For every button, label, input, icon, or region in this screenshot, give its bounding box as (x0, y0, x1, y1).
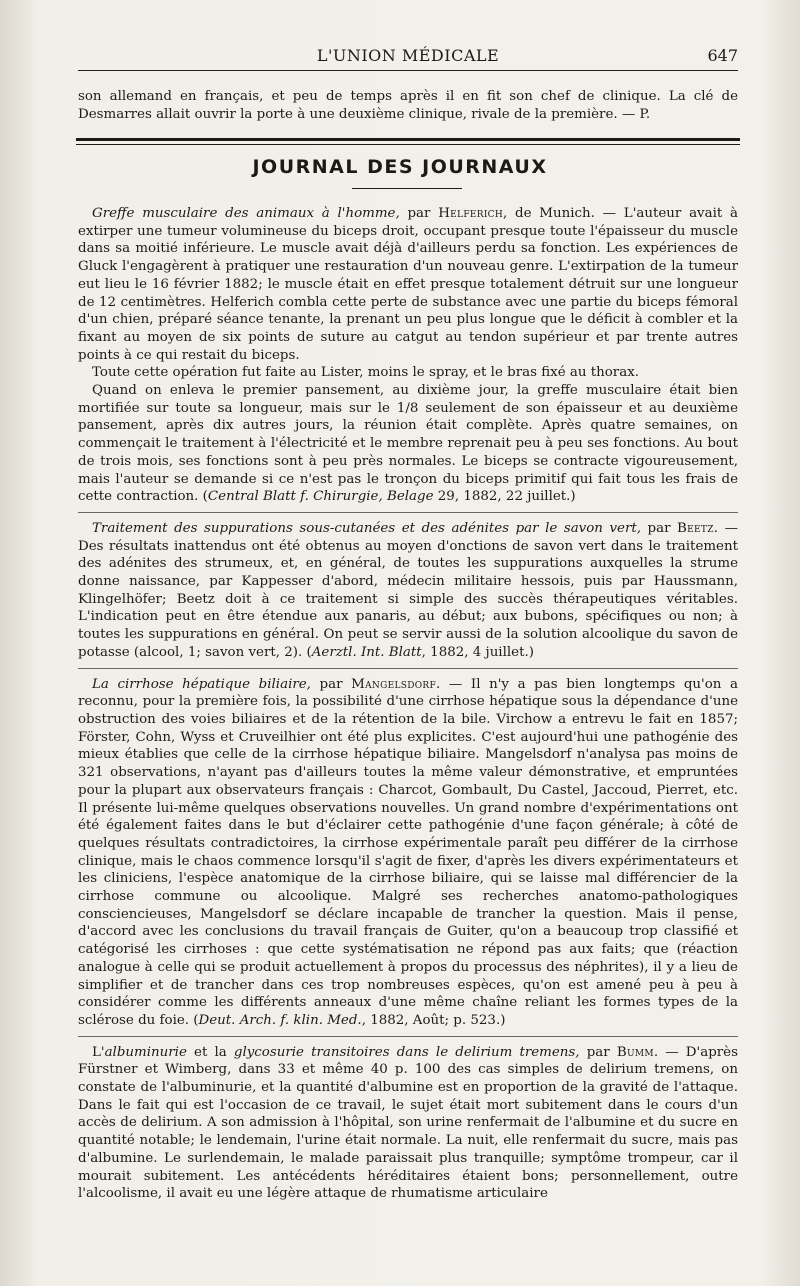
article-title: Greffe musculaire des animaux à l'homme, (92, 206, 400, 221)
article-author: Helferich (438, 206, 504, 221)
article-citation: Deut. Arch. f. klin. Med. (198, 1012, 362, 1028)
article-body: Quand on enleva le premier pansement, au dixième jour, la greffe musculaire était bien mortifiée sur toute sa longueur, mais sur le 1/8 seulement de son épaisseur et au deuxième pansement, après dix autres jours, la réunion était complète. Après quatre semaines, on commençait le traitement à l'électricité et le membre reprenait peu à peu ses fonctions. Au bout de trois mois, ses fonctions sont à peu près normales. Le biceps se contracte vigoureusement, mais l'auteur se demande si ce n'est pas le tronçon du biceps primitif qui fait tous les frais de cette contraction. ( (78, 383, 738, 505)
article-author: Bumm (616, 1044, 654, 1060)
article-title: Traitement des suppurations sous-cutanées et des adénites par le savon vert, (92, 520, 641, 536)
continuation-text: son allemand en français, et peu de temps après il en fit son chef de clinique. La clé de Desmarres allait ouvrir la porte à une deuxième clinique, rivale de la première. — P. (78, 89, 738, 122)
article-citation: Aerztl. Int. Blatt (311, 644, 422, 660)
running-title: L'UNION MÉDICALE (316, 46, 500, 65)
continuation-paragraph (78, 88, 738, 123)
article-separator (78, 1036, 738, 1037)
page-number: 647 (707, 46, 738, 65)
article-separator (78, 668, 738, 669)
article-albuminurie (78, 1044, 738, 1203)
running-head (78, 44, 738, 71)
article-author: Beetz (677, 520, 714, 536)
article-paragraph: Traitement des suppurations sous-cutanées et des adénites par le savon vert, par Beetz. — Des résultats inattendus ont été obtenus au moyen d'onctions de savon vert dans le traitement des adénites des strumeux, et, en général, de toutes les suppurations auxquelles la strume donne naissance, par Kappesser d'abord, médecin militaire hessois, puis par Haussmann, Klingelhöfer; Beetz doit à ce traitement si simple des succès thérapeutiques véritables. L'indication peut en être étendue aux panaris, au début; aux bubons, spécifiques ou non; à toutes les suppurations en général. On peut se servir aussi de la solution alcoolique du savon de potasse (alcool, 1; savon vert, 2). (Aerztl. Int. Blatt, 1882, 4 juillet.) (78, 520, 738, 660)
section-rule-thick (76, 138, 740, 141)
article-title: glycosurie transitoires dans le delirium tremens, (233, 1044, 580, 1060)
article-cirrhose (78, 676, 738, 1030)
article-title: albuminurie (104, 1044, 187, 1060)
section-rule-thin (76, 144, 740, 145)
article-paragraph: Greffe musculaire des animaux à l'homme, par Helferich, de Munich. — L'auteur avait à extirper une tumeur volumineuse du biceps droit, occupant presque toute l'épaisseur du muscle dans sa moitié inférieure. Le muscle avait déjà d'ailleurs perdu sa fonction. Les expériences de Gluck l'engagèrent à pratiquer une restauration d'un nouveau genre. L'extirpation de la tumeur eut lieu le 16 février 1882; le muscle était en effet presque totalement détruit sur une longueur de 12 centimètres. Helferich combla cette perte de substance avec une partie du biceps fémoral d'un chien, préparé séance tenante, la prenant un peu plus longue que le déficit à combler et la fixant au moyen de six points de suture au catgut au tendon supérieur et par trente autres points à ce qui restait du biceps. (78, 206, 738, 363)
article-paragraph: L'albuminurie et la glycosurie transitoires dans le delirium tremens, par Bumm. — D'après Fürstner et Wimberg, dans 33 et même 40 p. 100 des cas simples de delirium tremens, on constate de l'albuminurie, et la quantité d'albumine est en proportion de la gravité de l'attaque. Dans le fait qui est l'occasion de ce travail, le sujet était mort subitement dans le cours d'un accès de delirium. A son admission à l'hôpital, son urine renfermait de l'albumine et du sucre en quantité notable; le lendemain, l'urine était normale. La nuit, elle renfermait du sucre, mais pas d'albumine. Le surlendemain, le malade paraissait plus tranquille; symptôme trompeur, car il mourait subitement. Les antécédents héréditaires étaient bons; personnellement, outre l'alcoolisme, il avait eu une légère attaque de rhumatisme articulaire (78, 1044, 738, 1202)
article-body: . — D'après Fürstner et Wimberg, dans 33 et même 40 p. 100 des cas simples de delirium tremens, on constate de l'albuminurie, et la quantité d'albumine est en proportion de la gravité de l'attaque. Dans le fait qui est l'occasion de ce travail, le sujet était mort subitement dans le cours d'un accès de delirium. A son admission à l'hôpital, son urine renfermait de l'albumine et du sucre en quantité notable; le lendemain, l'urine était normale. La nuit, elle renfermait du sucre, mais pas d'albumine. Le surlendemain, le malade paraissait plus tranquille; symptôme trompeur, car il mourait subitement. Les antécédents héréditaires étaient bons; personnellement, outre l'alcoolisme, il avait eu une légère attaque de rhumatisme articulaire (78, 1044, 738, 1202)
article-paragraph: Quand on enleva le premier pansement, au dixième jour, la greffe musculaire était bien mortifiée sur toute sa longueur, mais sur le 1/8 seulement de son épaisseur et au deuxième pansement, après dix autres jours, la réunion était complète. Après quatre semaines, on commençait le traitement à l'électricité et le membre reprenait peu à peu ses fonctions. Au bout de trois mois, ses fonctions sont à peu près normales. Le biceps se contracte vigoureusement, mais l'auteur se demande si ce n'est pas le tronçon du biceps primitif qui fait tous les frais de cette contraction. (Central Blatt f. Chirurgie, Belage 29, 1882, 22 juillet.) (78, 383, 738, 505)
article-body: . — Des résultats inattendus ont été obtenus au moyen d'onctions de savon vert dans le traitement des adénites des strumeux, et, en général, de toutes les suppurations auxquelles la strume donne naissance, par Kappesser d'abord, médecin militaire hessois, puis par Haussmann, Klingelhöfer; Beetz doit à ce traitement si simple des succès thérapeutiques véritables. L'indication peut en être étendue aux panaris, au début; aux bubons, spécifiques ou non; à toutes les suppurations en général. On peut se servir aussi de la solution alcoolique du savon de potasse (alcool, 1; savon vert, 2). ( (78, 520, 738, 660)
article-paragraph: Toute cette opération fut faite au Lister, moins le spray, et le bras fixé au thorax. (92, 365, 639, 381)
section-title-underline (352, 188, 462, 189)
article-author: Mangelsdorf (351, 676, 437, 692)
article-separator (78, 512, 738, 513)
article-body: . — Il n'y a pas bien longtemps qu'on a reconnu, pour la première fois, la possibilité d'une cirrhose hépatique sous la dépendance d'une obstruction des voies biliaires et de la rétention de la bile. Virchow a entrevu le fait en 1857; Förster, Cohn, Wyss et Cruveilhier ont été plus explicites. C'est aujourd'hui une pathogénie des mieux établies que celle de la cirrhose hépatique biliaire. Mangelsdorf n'analysa pas moins de 321 observations, n'ayant pas d'ailleurs toutes la même valeur démonstrative, et empruntées pour la plupart aux observateurs français : Charcot, Gombault, Du Castel, Jaccoud, Pierret, etc. Il présente lui-même quelques observations nouvelles. Un grand nombre d'expérimentations ont été également faites dans le but d'éclairer cette pathogénie d'une façon générale; à côté de quelques résultats contradictoires, la cirrhose expérimentale paraît peu différer de la cirrhose clinique, mais le chaos commence lorsqu'il s'agit de fixer, d'après les divers expérimentateurs et les cliniciens, l'espèce anatomique de la cirrhose biliaire, qui se laisse mal différencier de la cirrhose commune ou alcoolique. Malgré ses recherches anatomo-pathologiques consciencieuses, Mangelsdorf se déclare incapable de trancher la question. Mais il pense, d'accord avec les conclusions du travail français de Guiter, qu'on a beaucoup trop classifié et catégorisé les cirrhoses : que cette systématisation ne répond pas aux faits; que (réaction analogue à celle qui se produit actuellement à propos du processus des néphrites), il y a lieu de simplifier et de trancher dans ces trop nombreuses espèces, qu'on est amené peu à peu à considérer comme les différents anneaux d'une même chaîne reliant les formes types de la sclérose du foie. ( (78, 676, 738, 1028)
articles-column (78, 205, 738, 1203)
article-greffe (78, 205, 738, 506)
article-title: La cirrhose hépatique biliaire, (92, 676, 311, 692)
article-paragraph: La cirrhose hépatique biliaire, par Mangelsdorf. — Il n'y a pas bien longtemps qu'on a reconnu, pour la première fois, la possibilité d'une cirrhose hépatique sous la dépendance d'une obstruction des voies biliaires et de la rétention de la bile. Virchow a entrevu le fait en 1857; Förster, Cohn, Wyss et Cruveilhier ont été plus explicites. C'est aujourd'hui une pathogénie des mieux établies que celle de la cirrhose hépatique biliaire. Mangelsdorf n'analysa pas moins de 321 observations, n'ayant pas d'ailleurs toutes la même valeur démonstrative, et empruntées pour la plupart aux observateurs français : Charcot, Gombault, Du Castel, Jaccoud, Pierret, etc. Il présente lui-même quelques observations nouvelles. Un grand nombre d'expérimentations ont été également faites dans le but d'éclairer cette pathogénie d'une façon générale; à côté de quelques résultats contradictoires, la cirrhose expérimentale paraît peu différer de la cirrhose clinique, mais le chaos commence lorsqu'il s'agit de fixer, d'après les divers expérimentateurs et les cliniciens, l'espèce anatomique de la cirrhose biliaire, qui se laisse mal différencier de la cirrhose commune ou alcoolique. Malgré ses recherches anatomo-pathologiques consciencieuses, Mangelsdorf se déclare incapable de trancher la question. Mais il pense, d'accord avec les conclusions du travail français de Guiter, qu'on a beaucoup trop classifié et catégorisé les cirrhoses : que cette systématisation ne répond pas aux faits; que (réaction analogue à celle qui se produit actuellement à propos du processus des néphrites), il y a lieu de simplifier et de trancher dans ces trop nombreuses espèces, qu'on est amené peu à peu à considérer comme les différents anneaux d'une même chaîne reliant les formes types de la sclérose du foie. (Deut. Arch. f. klin. Med., 1882, Août; p. 523.) (78, 676, 738, 1028)
article-citation: Central Blatt f. Chirurgie, Belage (207, 489, 434, 505)
article-savon-vert (78, 520, 738, 662)
section-title: JOURNAL DES JOURNAUX (252, 156, 548, 178)
article-body: , de Munich. — L'auteur avait à extirper une tumeur volumineuse du biceps droit, occupant presque toute l'épaisseur du muscle dans sa moitié inférieure. Le muscle avait déjà d'ailleurs perdu sa fonction. Les expériences de Gluck l'engagèrent à pratiquer une restauration d'un nouveau genre. L'extirpation de la tumeur eut lieu le 16 février 1882; le muscle était en effet presque totalement détruit sur une longueur de 12 centimètres. Helferich combla cette perte de substance avec une partie du biceps fémoral d'un chien, préparé séance tenante, la prenant un peu plus longue que le déficit à combler et la fixant au moyen de six points de suture au catgut au tendon supérieur et par trente autres points à ce qui restait du biceps. (78, 206, 738, 363)
